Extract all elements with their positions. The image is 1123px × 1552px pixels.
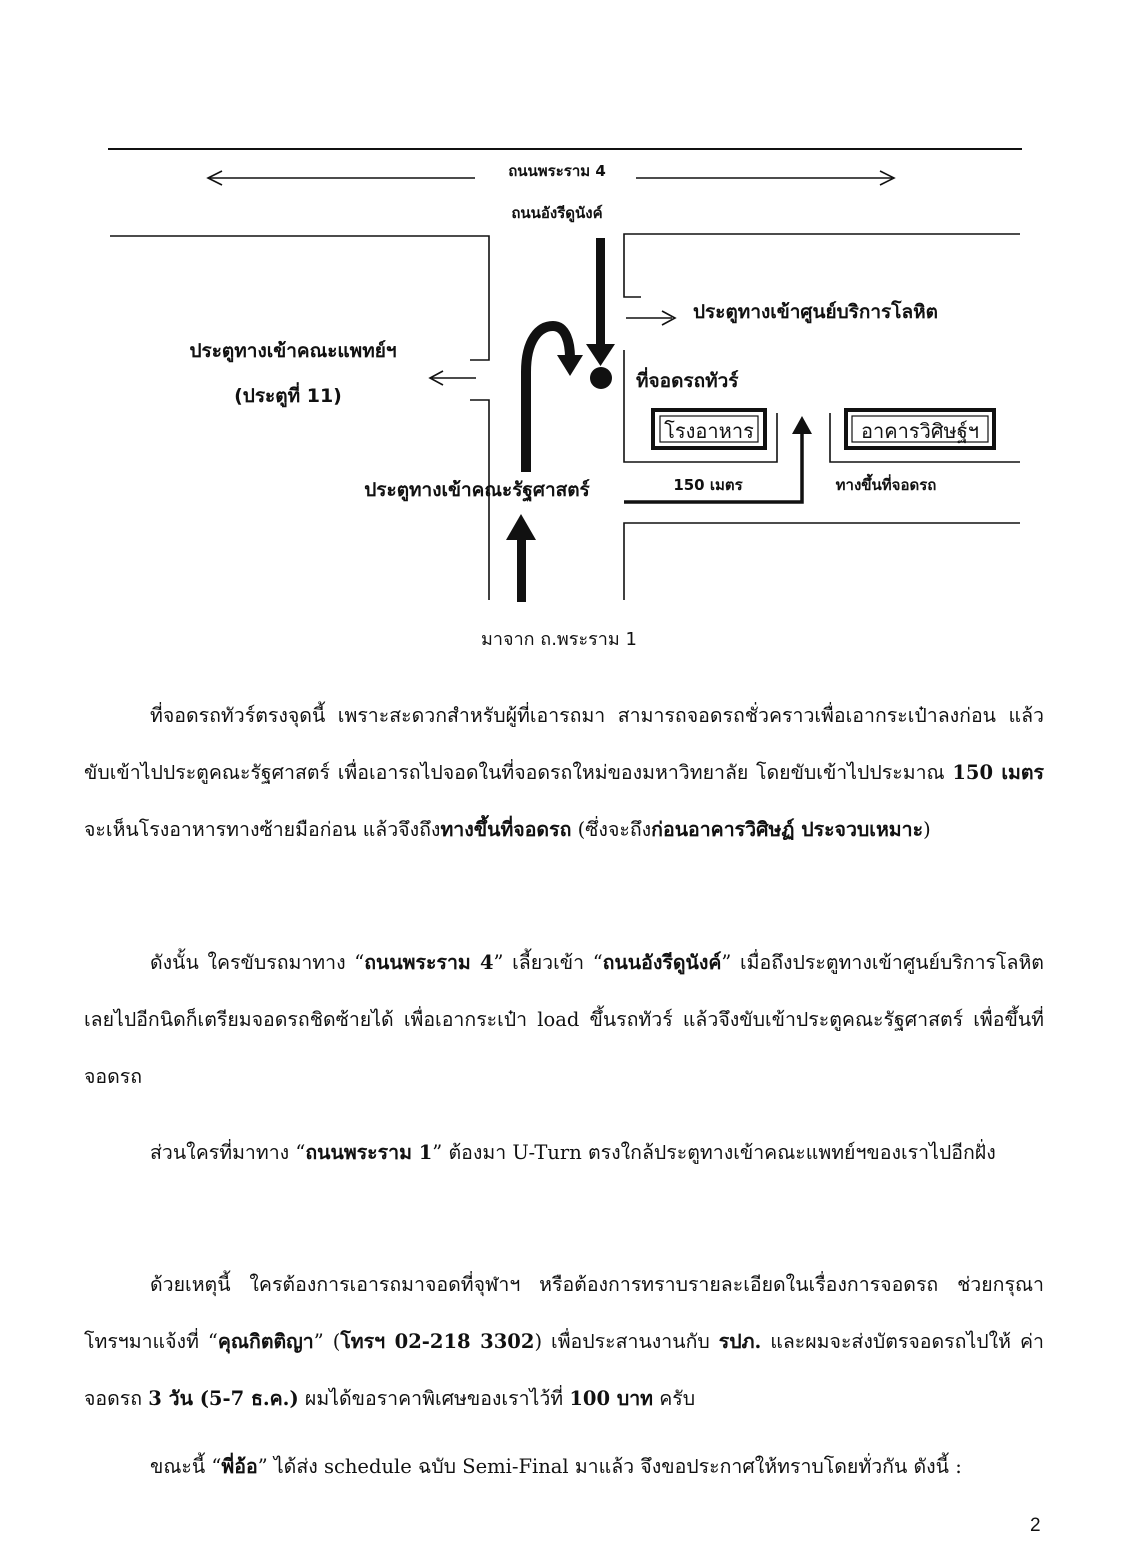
road-rama4-label: ถนนพระราม 4 bbox=[508, 162, 606, 180]
from-rama1-label: มาจาก ถ.พระราม 1 bbox=[481, 629, 637, 650]
right-block-upper bbox=[624, 234, 1020, 297]
paragraph-rama1-route: ส่วนใครที่มาทาง “ถนนพระราม 1” ต้องมา U-Turn ตรงใกล้ประตูทางเข้าคณะแพทย์ฯของเราไปอีกฝั่ง bbox=[150, 1141, 996, 1164]
paragraph-schedule-announcement: ขณะนี้ “พี่อ้อ” ได้ส่ง schedule ฉบับ Semi-Final มาแล้ว จึงขอประกาศให้ทราบโดยทั่วกัน ดังนี้ : bbox=[150, 1455, 962, 1478]
right-block-middle bbox=[624, 350, 777, 462]
u-turn-arrow bbox=[526, 326, 583, 472]
paragraph-parking-info: ที่จอดรถทัวร์ตรงจุดนี้ เพราะสะดวกสำหรับผู้ที่เอารถมา สามารถจอดรถชั่วคราวเพื่อเอากระเป๋าลงก่อน แล้วขับเข้าไปประตูคณะรัฐศาสตร์ เพื่อเอารถไปจอดในที่จอดรถใหม่ของมหาวิทยาลัย โดยขับเข้าไปประมาณ 150 เมตร จะเห็นโรงอาหารทางซ้ายมือก่อน แล้วจึงถึงทางขึ้นที่จอดรถ (ซึ่งจะถึงก่อนอาคารวิศิษฏ์ ประจวบเหมาะ) bbox=[84, 704, 1044, 841]
medicine-gate-label: ประตูทางเข้าคณะแพทย์ฯ bbox=[189, 340, 397, 362]
canteen-label: โรงอาหาร bbox=[664, 419, 754, 443]
campus-map bbox=[0, 0, 1123, 680]
page-number: 2 bbox=[1030, 1515, 1041, 1536]
rama1-up-arrow bbox=[506, 514, 536, 602]
medicine-gate-arrow bbox=[430, 371, 476, 385]
medicine-gate-number: (ประตูที่ 11) bbox=[234, 385, 342, 407]
henri-dunant-down-arrow bbox=[586, 238, 615, 366]
parking-ramp-label: ทางขึ้นที่จอดรถ bbox=[835, 476, 937, 494]
tour-bus-parking-label: ที่จอดรถทัวร์ bbox=[636, 370, 739, 392]
tour-bus-stop-dot bbox=[590, 367, 612, 389]
distance-label: 150 เมตร bbox=[673, 476, 743, 494]
paragraph-parking-contact: ด้วยเหตุนี้ ใครต้องการเอารถมาจอดที่จุฬาฯ หรือต้องการทราบรายละเอียดในเรื่องการจอดรถ ช่วยกรุณาโทรฯมาแจ้งที่ “คุณกิตติญา” (โทรฯ 02-218 3302) เพื่อประสานงานกับ รปภ. และผมจะส่งบัตรจอดรถไปให้ ค่าจอดรถ 3 วัน (5-7 ธ.ค.) ผมได้ขอราคาพิเศษของเราไว้ที่ 100 บาท ครับ bbox=[84, 1273, 1044, 1410]
building-label: อาคารวิศิษฐ์ฯ bbox=[861, 419, 979, 443]
paragraph-rama4-route: ดังนั้น ใครขับรถมาทาง “ถนนพระราม 4” เลี้ยวเข้า “ถนนอังรีดูนังค์” เมื่อถึงประตูทางเข้าศูนย์บริการโลหิต เลยไปอีกนิดก็เตรียมจอดรถชิดซ้ายได้ เพื่อเอากระเป๋า load ขึ้นรถทัวร์ แล้วจึงขับเข้าประตูคณะรัฐศาสตร์ เพื่อขึ้นที่จอดรถ bbox=[84, 951, 1044, 1088]
road-rama4-right-arrow bbox=[636, 171, 894, 185]
blood-center-gate-label: ประตูทางเข้าศูนย์บริการโลหิต bbox=[693, 301, 938, 323]
canteen-box bbox=[653, 410, 765, 448]
road-rama4-left-arrow bbox=[208, 171, 475, 185]
building-box bbox=[846, 410, 994, 448]
polsci-gate-label: ประตูทางเข้าคณะรัฐศาสตร์ bbox=[364, 479, 590, 501]
road-henri-dunant-label: ถนนอังรีดูนังค์ bbox=[511, 204, 603, 222]
blood-center-arrow bbox=[626, 311, 675, 325]
right-block-lower bbox=[624, 523, 1020, 600]
